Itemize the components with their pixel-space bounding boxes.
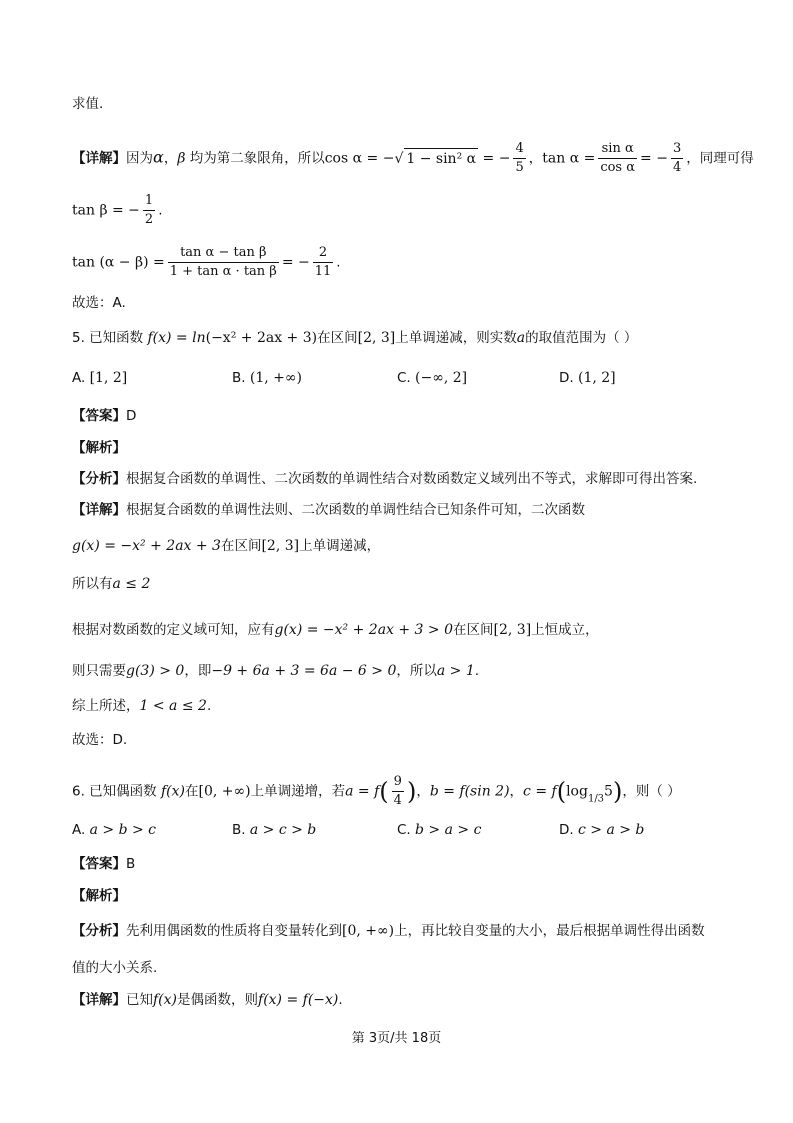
detail-tag: 【详解】 bbox=[72, 150, 126, 167]
fraction: $\frac{1}{2}$ bbox=[144, 193, 154, 227]
question-5: 5. 已知函数 f(x) = ln(−x² + 2ax + 3)在区间[2, 3]上单调递减，则实数a的取值范围为（ ） bbox=[72, 330, 638, 346]
fraction: $\frac{\text{sin α}}{\text{cos α}}$ bbox=[600, 141, 636, 175]
text-line: 根据对数函数的定义域可知，应有g(x) = −x² + 2ax + 3 > 0在区间[2, 3]上恒成立， bbox=[72, 622, 599, 638]
page-footer: 第 3页/共 18页 bbox=[351, 1031, 442, 1046]
text-line: 求值. bbox=[72, 96, 104, 112]
answer-line: 【答案】B bbox=[72, 856, 136, 872]
question-6: 6. 已知偶函数 f(x)在[0, +∞)上单调递增，若a = f( $\frac{9}{4}$ )，b = f(sin 2)，$c = f(\log_{1/3}5)$，则（ ） bbox=[72, 774, 681, 808]
math-line: tan (α − β) = $\frac{\text{tan α − tan β}}{\text{1 + tan α · tan β}}$ = − $\frac{2}{11}$ . bbox=[72, 245, 341, 279]
text-line: 则只需要g(3) > 0，即−9 + 6a + 3 = 6a − 6 > 0，所以a > 1. bbox=[72, 663, 480, 679]
text-line: 故选：D. bbox=[72, 732, 128, 748]
text-line: 综上所述，1 < a ≤ 2. bbox=[72, 698, 212, 714]
math-line: g(x) = −x² + 2ax + 3在区间[2, 3]上单调递减， bbox=[72, 538, 381, 554]
option-d: D. (1, 2] bbox=[559, 370, 616, 386]
fraction: $\frac{9}{4}$ bbox=[393, 774, 402, 808]
q5-options bbox=[72, 370, 722, 390]
option-d: D. c > a > b bbox=[559, 822, 645, 838]
option-a: A. [1, 2] bbox=[72, 370, 128, 386]
analysis-tag: 【解析】 bbox=[72, 440, 126, 456]
option-c: C. (−∞, 2] bbox=[397, 370, 468, 386]
detail-line: 【详解】根据复合函数的单调性法则、二次函数的单调性结合已知条件可知，二次函数 bbox=[72, 502, 585, 518]
analysis-line: 【分析】先利用偶函数的性质将自变量转化到[0, +∞)上，再比较自变量的大小，最后根据单调性得出函数 bbox=[72, 923, 705, 939]
option-b: B. a > c > b bbox=[232, 822, 317, 838]
fraction: $\frac{4}{5}$ bbox=[515, 141, 524, 175]
analysis-line: 值的大小关系. bbox=[72, 960, 158, 976]
option-c: C. b > a > c bbox=[397, 822, 482, 838]
option-a: A. a > b > c bbox=[72, 822, 157, 838]
text-line: 所以有a ≤ 2 bbox=[72, 576, 151, 592]
detail-line: 【详解】因为α，β 均为第二象限角，所以cos α = −√ 1 − sin² α = − $\frac{4}{5}$ ，tan α = $\frac{\text{sin α}}{\text{cos α}}$ = − $\frac{3}{4}$ ，同理可得 bbox=[72, 141, 754, 175]
answer-line: 【答案】D bbox=[72, 408, 137, 424]
text-line: 故选：A. bbox=[72, 295, 126, 311]
q6-options bbox=[72, 822, 722, 842]
analysis-tag: 【解析】 bbox=[72, 888, 126, 904]
fraction: $\frac{3}{4}$ bbox=[672, 141, 682, 175]
option-b: B. (1, +∞) bbox=[232, 370, 302, 386]
math-line: tan β = − $\frac{1}{2}$ . bbox=[72, 193, 163, 227]
fraction: $\frac{\text{tan α − tan β}}{\text{1 + tan α · tan β}}$ bbox=[169, 245, 277, 279]
analysis-line: 【分析】根据复合函数的单调性、二次函数的单调性结合对数函数定义域列出不等式，求解即可得出答案. bbox=[72, 471, 698, 487]
fraction: $\frac{2}{11}$ bbox=[314, 245, 332, 279]
detail-line: 【详解】已知f(x)是偶函数，则f(x) = f(−x). bbox=[72, 992, 343, 1008]
